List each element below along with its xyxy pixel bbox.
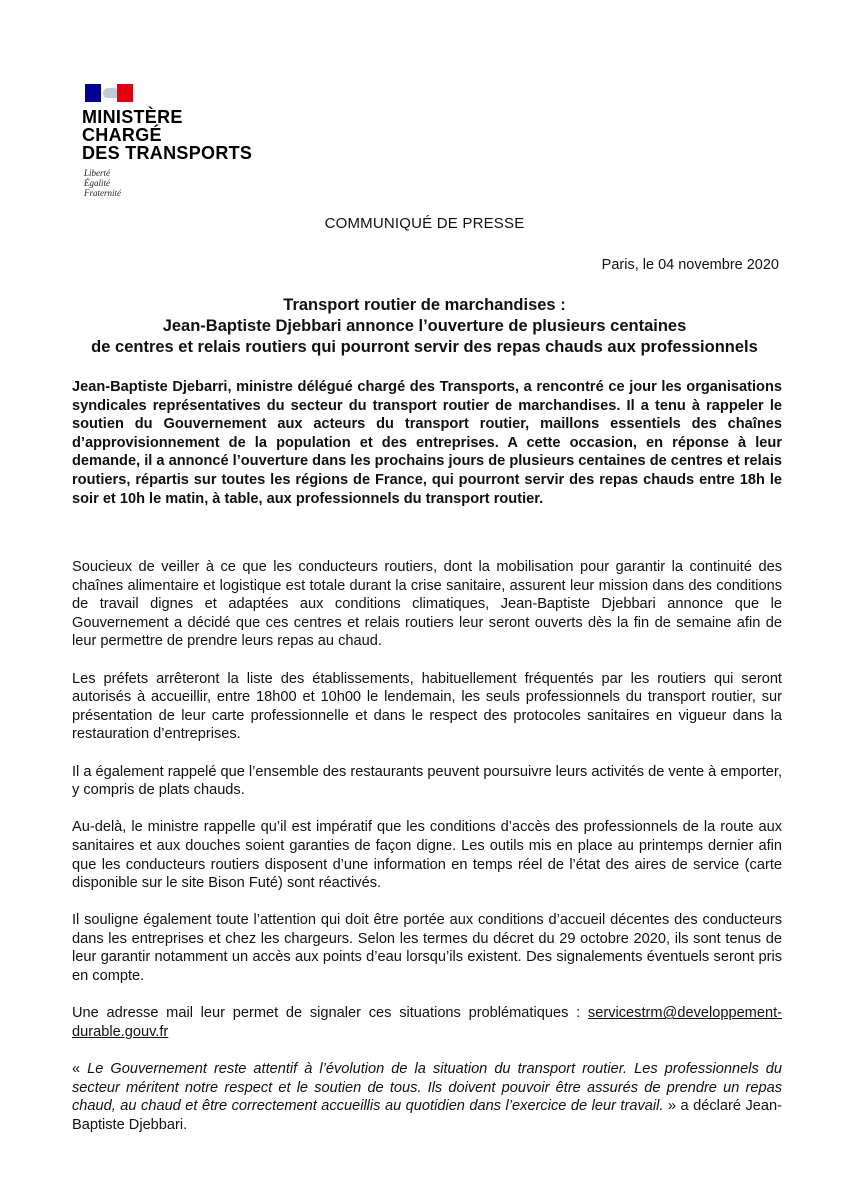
motto-egalite: Égalité <box>84 178 110 188</box>
paragraph-4: Au-delà, le ministre rappelle qu’il est impératif que les conditions d’accès des professionnels de la route aux sanitaires et aux douches soient garanties de façon digne. Les outils mis en place au printemps dernier afin que les conducteurs routiers disposent d’une information en temps réel de l’état des aires de service (carte disponible sur le site Bison Futé) sont réactivés. <box>72 819 782 892</box>
ministry-line-1: MINISTÈRE <box>82 107 183 127</box>
headline-line-3: de centres et relais routiers qui pourront servir des repas chauds aux professionnels <box>91 338 758 356</box>
quote-open: « <box>72 1061 88 1078</box>
paragraph-3: Il a également rappelé que l’ensemble des restaurants peuvent poursuivre leurs activités de vente à emporter, y compris de plats chauds. <box>72 763 782 799</box>
lead-paragraph: Jean-Baptiste Djebarri, ministre délégué chargé des Transports, a rencontré ce jour les organisations syndicales représentatives du secteur du transport routier de marchandises. Il a tenu à rappeler le soutien du Gouvernement aux acteurs du transport routier, maillons essentiels des chaînes d’approvisionnement de la population et des entreprises. A cette occasion, en réponse à leur demande, il a annoncé l’ouverture dans les prochains jours de plusieurs centaines de centres et relais routiers, répartis sur toutes les régions de France, qui pourront servir des repas chauds entre 18h le soir et 10h le matin, à table, aux professionnels du transport routier. <box>72 379 782 507</box>
paragraph-5: Il souligne également toute l’attention qui doit être portée aux conditions d’accueil décentes des conducteurs dans les entreprises et chez les chargeurs. Selon les termes du décret du 29 octobre 2020, ils sont tenus de leur garantir notamment un accès aux points d’eau lorsqu’ils existent. Des signalements éventuels seront pris en compte. <box>72 912 782 985</box>
quote-text: Le Gouvernement reste attentif à l’évolution de la situation du transport routier. Les professionnels du secteur méritent notre respect et le soutien de tous. Ils doivent pouvoir être assurés de prendre un repas chaud, au chaud et être correctement accueillis au quotidien dans l’exercice de leur travail. <box>72 1061 782 1115</box>
body-text <box>72 558 782 1134</box>
headline <box>60 295 789 358</box>
paragraph-2: Les préfets arrêteront la liste des établissements, habituellement fréquentés par les routiers qui seront autorisés à accueillir, entre 18h00 et 10h00 le lendemain, les seuls professionnels du transport routier, sur présentation de leur carte professionnelle et dans le respect des protocoles sanitaires en vigueur dans la restauration d’entreprises. <box>72 670 782 743</box>
headline-line-1: Transport routier de marchandises : <box>283 296 566 314</box>
flag-red-band <box>117 84 133 102</box>
flag-blue-band <box>85 84 101 102</box>
minister-quote <box>72 1060 782 1134</box>
headline-line-2: Jean-Baptiste Djebbari annonce l’ouverture de plusieurs centaines <box>162 317 687 335</box>
motto-liberte: Liberté <box>84 168 110 178</box>
flag-white-band <box>101 84 117 102</box>
press-release-date: Paris, le 04 novembre 2020 <box>601 257 779 273</box>
document-type: COMMUNIQUÉ DE PRESSE <box>324 215 525 232</box>
paragraph-6 <box>72 1004 782 1041</box>
marianne-flag-icon <box>85 84 133 102</box>
report-email-link[interactable]: servicestrm@developpement-durable.gouv.fr <box>72 1005 782 1040</box>
ministry-line-3: DES TRANSPORTS <box>82 143 253 163</box>
motto-fraternite: Fraternité <box>84 188 121 198</box>
report-text: Une adresse mail leur permet de signaler ces situations problématiques : <box>72 1005 588 1022</box>
ministry-name <box>82 108 262 162</box>
ministry-line-2: CHARGÉ <box>82 125 162 145</box>
paragraph-1: Soucieux de veiller à ce que les conducteurs routiers, dont la mobilisation pour garantir la continuité des chaînes alimentaire et logistique est totale durant la crise sanitaire, assurent leur mission dans des conditions de travail dignes et adaptées aux conditions climatiques, Jean-Baptiste Djebbari annonce que le Gouvernement a décidé que ces centres et relais routiers leur seront ouverts dès la fin de semaine afin de leur permettre de prendre leurs repas au chaud. <box>72 559 782 650</box>
quote-attribution: » a déclaré Jean-Baptiste Djebbari. <box>72 1098 783 1133</box>
ministry-logo <box>82 84 262 198</box>
republic-motto <box>84 168 262 198</box>
